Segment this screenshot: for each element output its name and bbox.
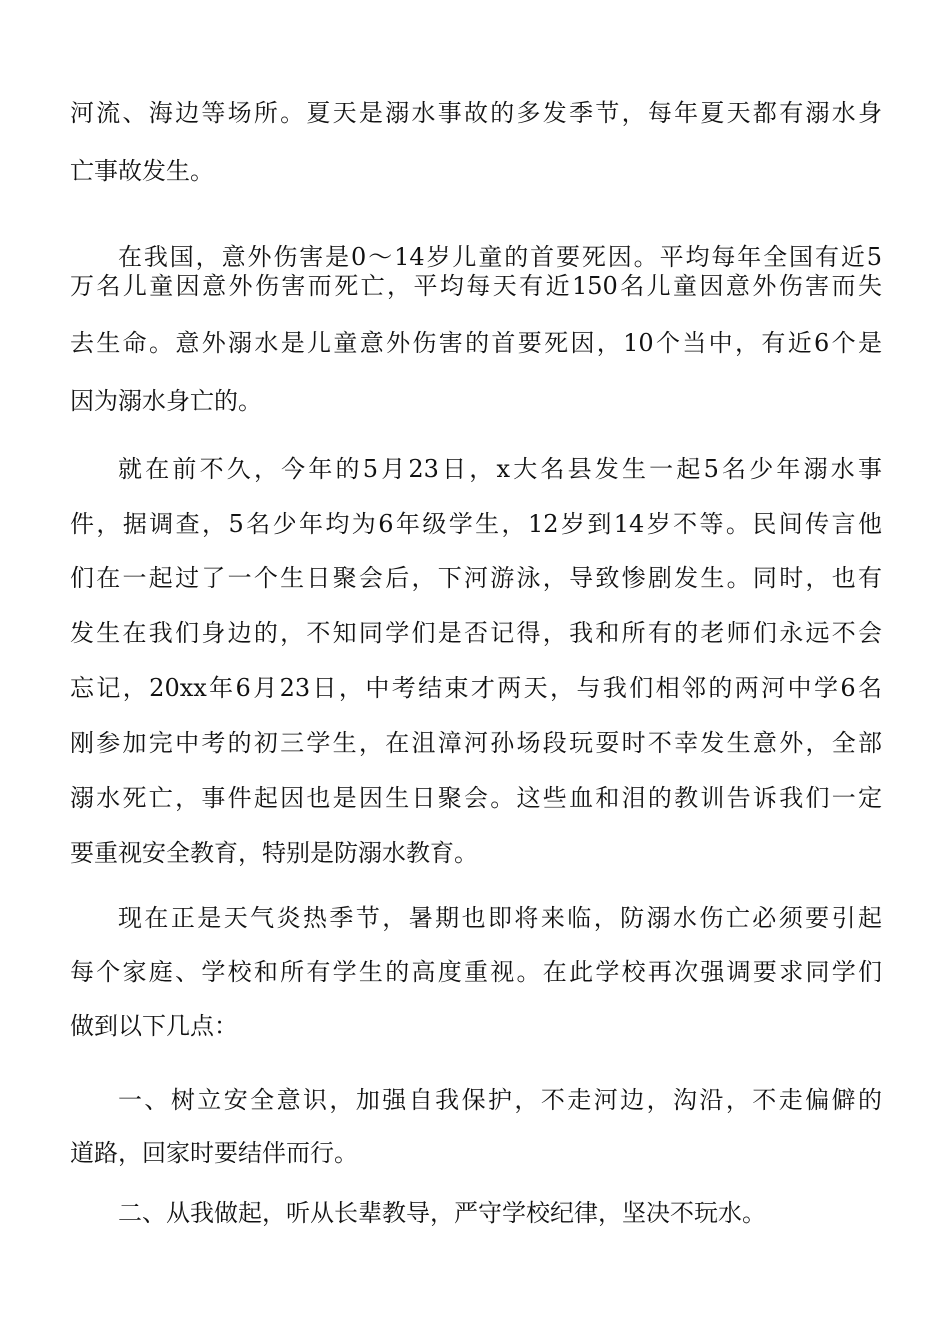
text-line: 亡事故发生。	[70, 157, 214, 185]
text-line: 道路，回家时要结伴而行。	[70, 1139, 358, 1167]
paragraph-first-line: 就在前不久，今年的5月23日，x大名县发生一起5名少年溺水事	[118, 455, 882, 483]
text-line: 因为溺水身亡的。	[70, 387, 262, 415]
text-line: 万名儿童因意外伤害而死亡，平均每天有近150名儿童因意外伤害而失	[70, 272, 882, 300]
text-line: 去生命。意外溺水是儿童意外伤害的首要死因，10个当中，有近6个是	[70, 329, 882, 357]
text-line: 河流、海边等场所。夏天是溺水事故的多发季节，每年夏天都有溺水身	[70, 99, 882, 127]
text-line: 要重视安全教育，特别是防溺水教育。	[70, 839, 478, 867]
text-line: 刚参加完中考的初三学生，在沮漳河孙场段玩耍时不幸发生意外，全部	[70, 729, 882, 757]
text-line: 忘记，20xx年6月23日，中考结束才两天，与我们相邻的两河中学6名	[70, 674, 882, 702]
paragraph-first-line: 现在正是天气炎热季节，暑期也即将来临，防溺水伤亡必须要引起	[118, 904, 882, 932]
text-line: 发生在我们身边的，不知同学们是否记得，我和所有的老师们永远不会	[70, 619, 882, 647]
text-line: 们在一起过了一个生日聚会后，下河游泳，导致惨剧发生。同时，也有	[70, 564, 882, 592]
text-line: 溺水死亡，事件起因也是因生日聚会。这些血和泪的教训告诉我们一定	[70, 784, 882, 812]
paragraph-first-line: 二、从我做起，听从长辈教导，严守学校纪律，坚决不玩水。	[118, 1199, 766, 1227]
paragraph-first-line: 一、树立安全意识，加强自我保护，不走河边，沟沿，不走偏僻的	[118, 1086, 882, 1114]
text-line: 每个家庭、学校和所有学生的高度重视。在此学校再次强调要求同学们	[70, 958, 882, 986]
text-line: 做到以下几点：	[70, 1012, 238, 1040]
paragraph-first-line: 在我国，意外伤害是0～14岁儿童的首要死因。平均每年全国有近5	[118, 243, 882, 271]
text-line: 件，据调查，5名少年均为6年级学生，12岁到14岁不等。民间传言他	[70, 510, 882, 538]
